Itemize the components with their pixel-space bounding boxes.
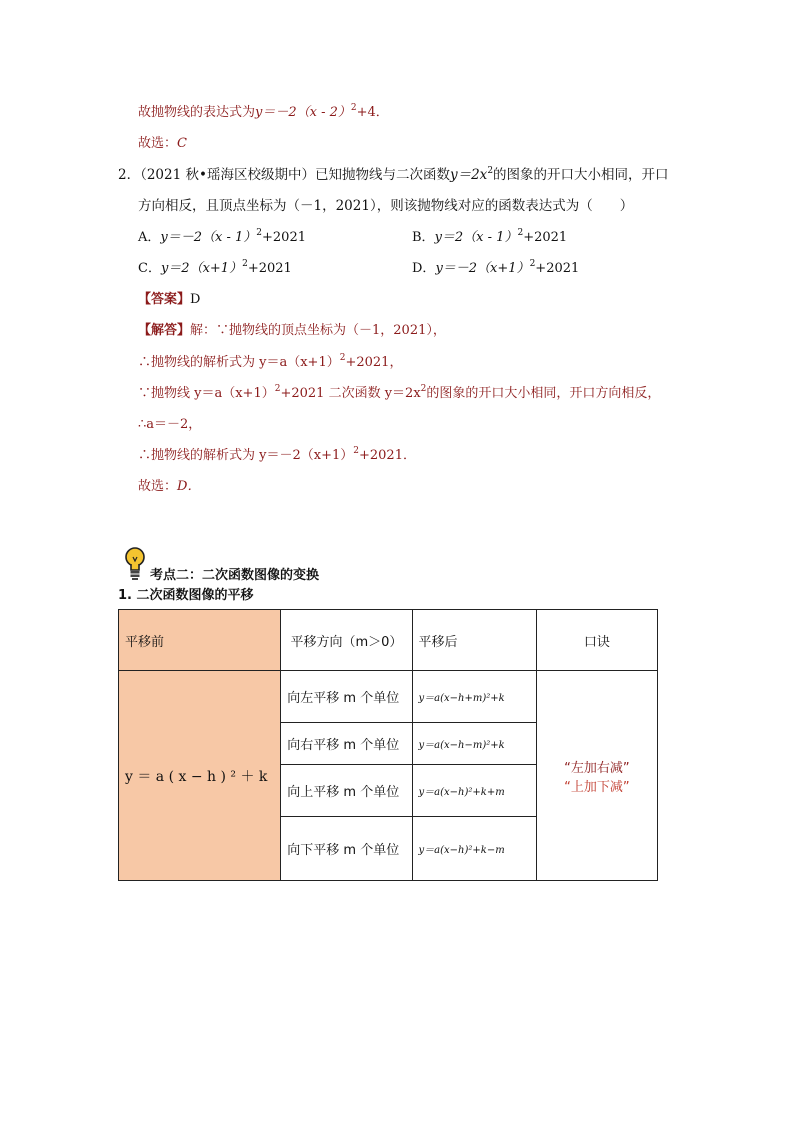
option-c-math: y＝2（x+1）	[160, 261, 243, 276]
after-up: y＝a(x−h)²+k+m	[412, 765, 536, 817]
question2-line2: 方向相反，且顶点坐标为（－1，2021），则该抛物线对应的函数表达式为（ ）	[138, 198, 634, 214]
after-right: y＝a(x−h−m)²+k	[412, 723, 536, 765]
solution-text-1: 解：∵抛物线的顶点坐标为（－1，2021），	[190, 323, 446, 338]
solution-5-pre: ∴抛物线的解析式为 y＝－2（x+1）	[138, 448, 354, 463]
mnemonic-left-right: “左加右减”	[564, 760, 630, 776]
question-number: 2．	[118, 167, 141, 183]
option-c-post: +2021	[247, 261, 292, 276]
question2-line1	[118, 166, 669, 184]
option-b-post: +2021	[523, 230, 568, 245]
before-formula-cell	[119, 671, 281, 881]
option-a-math: y＝－2（x - 1）	[160, 230, 257, 245]
answer-line	[138, 291, 200, 309]
direction-up: 向上平移 m 个单位	[281, 765, 412, 817]
solution-choice-line	[138, 478, 200, 496]
prev-choice-line	[138, 135, 187, 153]
direction-left: 向左平移 m 个单位	[281, 671, 412, 723]
solution-3-b: +2021 二次函数 y＝2x	[280, 386, 421, 401]
direction-right: 向右平移 m 个单位	[281, 723, 412, 765]
option-c-label: C．	[138, 261, 161, 276]
solution-line4: ∴a＝－2，	[138, 417, 202, 432]
solution-2-sup: 2	[339, 353, 346, 363]
direction-down: 向下平移 m 个单位	[281, 817, 412, 881]
translation-table	[118, 609, 658, 881]
option-b-sup: 2	[517, 228, 524, 238]
solution-line3	[138, 385, 660, 403]
section-title: 考点二：二次函数图像的变换	[150, 568, 320, 583]
option-a-post: +2021	[262, 230, 306, 245]
solution-2-pre: ∴抛物线的解析式为 y＝a（x+1）	[138, 355, 340, 370]
option-c-sup: 2	[242, 259, 248, 269]
solution-3-c: 的图象的开口大小相同，开口方向相反，	[426, 386, 661, 401]
solution-choice-label: 故选：	[138, 479, 178, 494]
option-d-math: y＝－2（x+1）	[435, 261, 530, 276]
option-d-sup: 2	[529, 259, 536, 269]
solution-3-a: ∵抛物线 y＝a（x+1）	[138, 386, 275, 401]
solution-line5	[138, 447, 416, 465]
header-direction: 平移方向（m＞0）	[281, 610, 412, 671]
header-after: 平移后	[412, 610, 536, 671]
after-down: y＝a(x−h)²+k−m	[412, 817, 536, 881]
solution-tag: 【解答】	[138, 323, 191, 338]
option-a-label: A．	[138, 230, 161, 245]
option-d	[412, 260, 579, 278]
solution-2-post: +2021，	[345, 355, 403, 370]
solution-5-post: +2021．	[358, 448, 416, 463]
prev-expr-sup: 2	[350, 103, 357, 113]
option-b	[412, 229, 567, 247]
question-text-b: 的图象的开口大小相同，开口	[493, 167, 669, 183]
table-header-row	[119, 610, 658, 671]
question-sup: 2	[487, 166, 494, 176]
option-d-label: D．	[412, 261, 436, 276]
solution-line2	[138, 354, 402, 372]
mnemonic-up-down: “上加下减”	[564, 779, 630, 795]
lightbulb-icon	[124, 546, 146, 580]
question-text-a: （2021 秋•瑶海区校级期中）已知抛物线与二次函数	[140, 167, 450, 183]
option-b-math: y＝2（x - 1）	[434, 230, 518, 245]
prev-expr-math: y＝－2（x - 2）	[255, 105, 351, 120]
table-row	[119, 671, 658, 723]
after-left: y＝a(x−h+m)²+k	[412, 671, 536, 723]
mnemonic-cell	[536, 671, 657, 881]
option-a-sup: 2	[256, 228, 263, 238]
solution-5-sup: 2	[353, 446, 359, 456]
solution-line1	[138, 322, 446, 340]
option-c	[138, 260, 292, 278]
question-math: y＝2x	[449, 167, 488, 183]
option-d-post: +2021	[535, 261, 580, 276]
prev-expression-line	[138, 104, 389, 122]
solution-3-sup2: 2	[420, 384, 427, 394]
solution-3-sup1: 2	[274, 384, 281, 394]
option-a	[138, 229, 306, 247]
prev-choice-label: 故选：	[138, 136, 178, 151]
solution-choice-value: D．	[177, 479, 201, 494]
option-b-label: B．	[412, 230, 435, 245]
answer-value: D	[190, 292, 201, 307]
prev-choice-value: C	[177, 136, 187, 151]
before-formula: y ＝ a ( x − h ) ² ＋ k	[125, 768, 268, 785]
prev-expr-suffix: +4．	[356, 105, 389, 120]
prev-expr-prefix: 故抛物线的表达式为	[138, 105, 256, 120]
section-subtitle: 1. 二次函数图像的平移	[118, 588, 254, 603]
answer-tag: 【答案】	[138, 292, 191, 307]
header-mnemonic: 口诀	[536, 610, 657, 671]
header-before: 平移前	[119, 610, 281, 671]
